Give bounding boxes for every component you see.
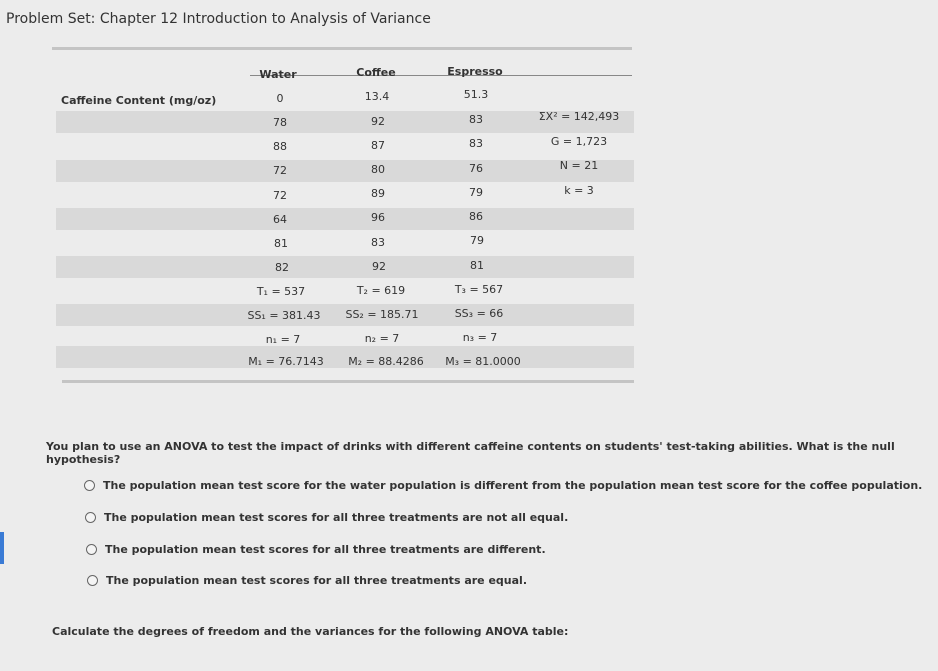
question-text: You plan to use an ANOVA to test the impact of drinks with different caffeine contents on students' test-taking abilities. What is the null hypothesis? [46,440,895,466]
option-label: The population mean test score for the water population is different from the population mean test score for the coffee population. [103,479,923,492]
total-t3: T₃ = 567 [454,283,504,296]
table-bottom-rule [62,380,634,383]
k-groups: k = 3 [564,184,594,197]
score-cell: 81 [274,237,288,250]
caffeine-coffee: 13.4 [364,90,390,103]
table-top-rule [52,47,632,50]
score-cell: 87 [371,139,385,152]
data-table [56,60,634,380]
score-cell: 86 [469,210,483,223]
score-cell: 72 [273,189,287,202]
score-cell: 83 [371,236,385,249]
score-cell: 88 [273,140,287,153]
option-label: The population mean test scores for all three treatments are not all equal. [104,511,569,524]
n-1: n₁ = 7 [265,333,301,346]
score-cell: 76 [469,162,483,175]
option-all-different[interactable] [86,543,546,556]
score-cell: 83 [469,137,483,150]
row-band [56,346,634,368]
score-cell: 83 [469,113,483,126]
n-3: n₃ = 7 [462,331,498,344]
score-cell: 64 [273,213,287,226]
score-cell: 79 [469,186,483,199]
total-t1: T₁ = 537 [256,285,306,298]
score-cell: 81 [470,259,484,272]
score-cell: 79 [470,234,484,247]
column-header-water: Water [259,68,297,81]
radio-icon[interactable] [86,544,97,555]
mean-3: M₃ = 81.0000 [445,355,521,368]
side-tab[interactable] [0,532,4,564]
option-label: The population mean test scores for all three treatments are equal. [106,574,527,587]
score-cell: 72 [273,164,287,177]
mean-1: M₁ = 76.7143 [248,355,324,368]
option-all-equal[interactable] [87,574,527,587]
option-not-all-equal[interactable] [85,511,568,524]
sum-x-squared: ΣX² = 142,493 [538,110,620,123]
score-cell: 92 [372,260,386,273]
row-label-caffeine: Caffeine Content (mg/oz) [61,94,217,107]
score-cell: 80 [371,163,385,176]
anova-table-prompt: Calculate the degrees of freedom and the variances for the following ANOVA table: [52,625,569,638]
radio-icon[interactable] [84,480,95,491]
caffeine-espresso: 51.3 [463,88,489,101]
n-2: n₂ = 7 [364,332,400,345]
radio-icon[interactable] [85,512,96,523]
page-title: Problem Set: Chapter 12 Introduction to Analysis of Variance [6,11,431,27]
ss-2: SS₂ = 185.71 [345,308,419,321]
option-different-water-coffee[interactable] [84,479,922,492]
score-cell: 89 [371,187,385,200]
mean-2: M₂ = 88.4286 [348,355,424,368]
score-cell: 92 [371,115,385,128]
ss-3: SS₃ = 66 [454,307,504,320]
score-cell: 82 [275,261,289,274]
row-band [56,256,634,278]
row-band [56,208,634,230]
total-n: N = 21 [559,159,599,172]
caffeine-water: 0 [276,92,284,105]
radio-icon[interactable] [87,575,98,586]
column-header-coffee: Coffee [356,66,396,79]
option-label: The population mean test scores for all three treatments are different. [105,543,546,556]
score-cell: 96 [371,211,385,224]
total-t2: T₂ = 619 [356,284,406,297]
grand-total: G = 1,723 [550,135,608,148]
score-cell: 78 [273,116,287,129]
ss-1: SS₁ = 381.43 [247,309,321,322]
row-band [56,160,634,182]
column-header-espresso: Espresso [447,65,503,78]
